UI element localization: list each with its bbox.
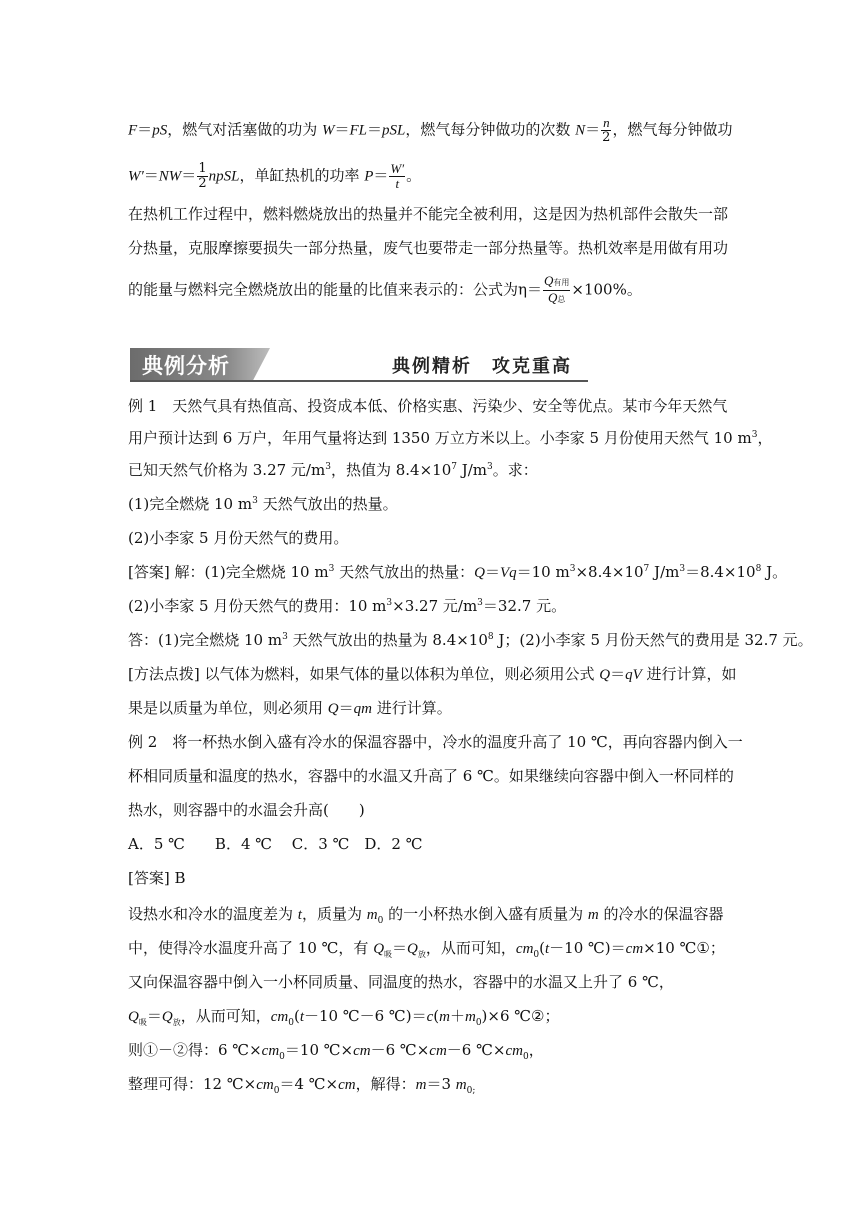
- text: －10 ℃)＝: [549, 939, 626, 957]
- fraction-efficiency: [543, 274, 570, 307]
- text: 设热水和冷水的温度差为: [128, 905, 298, 923]
- text: ，从而可知，: [180, 1007, 271, 1025]
- subscript: 0: [288, 1018, 294, 1028]
- subscript: 放: [417, 950, 426, 959]
- superscript: 7: [451, 462, 457, 472]
- superscript: 3: [325, 462, 331, 472]
- text: 天然气放出的热量：: [334, 563, 475, 581]
- symbol: Vq: [499, 565, 517, 581]
- text: [方法点拨] 以气体为燃料，如果气体的量以体积为单位，则必须用公式: [128, 665, 600, 683]
- text: ＝: [484, 563, 500, 581]
- banner-title: 典例分析: [142, 354, 230, 378]
- subscript: 0: [377, 916, 384, 926]
- text: －6 ℃×: [446, 1041, 506, 1059]
- solution-line: [128, 1040, 544, 1061]
- symbol: qm: [353, 701, 372, 717]
- formula-line-power: [128, 162, 421, 191]
- fraction-denominator: 2: [198, 176, 207, 191]
- example2-answer: [答案] B: [128, 869, 186, 887]
- text: [答案] 解：(1)完全燃烧 10 m: [128, 563, 329, 581]
- text: J/m: [649, 563, 680, 581]
- text: ×3.27 元/m: [392, 597, 478, 615]
- text: 的能量与燃料完全燃烧放出的能量的比值来表示的：公式为η＝: [128, 280, 542, 299]
- symbol-npSL: npSL: [208, 168, 240, 185]
- equals: ＝: [137, 120, 153, 139]
- banner-subtitle: 典例精析 攻克重高: [392, 356, 572, 377]
- symbol: cm: [338, 1077, 356, 1093]
- symbol: Q: [161, 1009, 173, 1025]
- text: (2)小李家 5 月份天然气的费用：10 m: [128, 597, 387, 615]
- text: 的一小杯热水倒入盛有质量为: [383, 905, 588, 923]
- text: 整理可得：12 ℃×: [128, 1075, 257, 1093]
- paragraph-line: 分热量，克服摩擦要损失一部分热量，废气也要带走一部分热量等。热机效率是用做有用功: [128, 239, 729, 257]
- superscript: 3: [386, 598, 393, 608]
- fraction-numerator: [543, 274, 570, 291]
- subscript: 0: [279, 1052, 285, 1062]
- banner-rule: [130, 380, 588, 382]
- example2-line: 例 2 将一杯热水倒入盛有冷水的保温容器中，冷水的温度升高了 10 ℃，再向容器内倒入一: [128, 733, 743, 751]
- text: J；(2)小李家 5 月份天然气的费用是 32.7 元。: [493, 631, 813, 649]
- example1-line: 例 1 天然气具有热值高、投资成本低、价格实惠、污染少、安全等优点。某市今年天然气: [128, 397, 728, 415]
- text: ，解得：: [355, 1075, 416, 1093]
- symbol: t: [297, 907, 302, 923]
- superscript: 8: [487, 632, 494, 642]
- text: 则①－②得：6 ℃×: [128, 1041, 262, 1059]
- text: ，燃气每分钟做功: [612, 120, 733, 139]
- equals: ＝: [373, 166, 389, 185]
- question-1: [128, 494, 398, 514]
- superscript: 7: [643, 564, 650, 574]
- text: ＝10 ℃×: [284, 1041, 354, 1059]
- method-tip-line: [128, 664, 737, 685]
- subscript: 0;: [466, 1086, 476, 1096]
- equals: ＝: [181, 166, 197, 185]
- subscript: 0: [273, 1086, 280, 1096]
- symbol-W: W: [321, 122, 335, 139]
- symbol: Q: [407, 941, 418, 957]
- symbol: m: [415, 1077, 427, 1093]
- text: 用户预计达到 6 万户，年用气量将达到 1350 万立方米以上。小李家 5 月份使用天然气 10 m: [128, 429, 752, 447]
- text: 中，使得冷水温度升高了 10 ℃，有: [128, 939, 374, 957]
- symbol: m: [439, 1009, 450, 1025]
- fraction-numerator: W′: [390, 161, 405, 176]
- symbol: Q: [327, 701, 339, 717]
- superscript: 3: [282, 632, 288, 642]
- text: ＝32.7 元。: [482, 597, 567, 615]
- method-tip-line: [128, 698, 452, 719]
- symbol: cm: [429, 1043, 447, 1059]
- symbol: Q: [474, 565, 485, 581]
- text: 进行计算，如: [641, 665, 737, 683]
- fraction-n-over-2: [601, 116, 611, 145]
- text: ＝10 m: [516, 563, 570, 581]
- text: ，燃气对活塞做的功为: [167, 120, 322, 139]
- text: ，质量为: [301, 905, 367, 923]
- answer-summary: [128, 630, 813, 650]
- fraction-denominator: t: [395, 176, 400, 191]
- symbol-P: P: [364, 168, 374, 185]
- superscript: 3: [328, 564, 335, 574]
- text: ×8.4×10: [575, 563, 644, 581]
- symbol: m: [464, 1009, 476, 1025]
- subscript: 0: [475, 1018, 482, 1028]
- symbol: t: [299, 1009, 304, 1025]
- symbol: Q: [373, 941, 385, 957]
- text: ，燃气每分钟做功的次数: [405, 120, 576, 139]
- subscript: 0: [522, 1052, 529, 1062]
- efficiency-formula-line: [128, 274, 642, 307]
- symbol: cm: [270, 1009, 289, 1025]
- subscript: 0: [533, 950, 540, 960]
- symbol-F: F: [128, 122, 138, 139]
- symbol-N: N: [575, 122, 586, 139]
- formula-line-work: [128, 116, 732, 145]
- subscript: 吸: [138, 1018, 147, 1027]
- superscript: 3: [679, 564, 686, 574]
- text: ，热值为 8.4×10: [330, 461, 452, 479]
- example1-line: [128, 428, 772, 448]
- symbol: cm: [353, 1043, 371, 1059]
- solution-line: 又向保温容器中倒入一小杯同质量、同温度的热水，容器中的水温又上升了 6 ℃，: [128, 973, 674, 991]
- text: ，: [757, 429, 773, 447]
- symbol: m: [455, 1077, 467, 1093]
- symbol: m: [366, 907, 378, 923]
- answer-line-2: [128, 596, 566, 616]
- text: ，单缸热机的功率: [239, 166, 365, 185]
- subscript: 总: [557, 295, 566, 304]
- symbol: c: [426, 1009, 434, 1025]
- superscript: 3: [751, 430, 758, 440]
- text: J/m: [456, 461, 488, 479]
- text: ×100%。: [571, 280, 642, 299]
- example1-line: [128, 460, 538, 480]
- example2-line: 杯相同质量和温度的热水，容器中的水温又升高了 6 ℃。如果继续向容器中倒入一杯同样的: [128, 767, 734, 785]
- subscript: 有用: [553, 278, 570, 287]
- solution-line: [128, 904, 723, 925]
- text: ＝: [392, 939, 408, 957]
- text: 答：(1)完全燃烧 10 m: [128, 631, 283, 649]
- subscript: 放: [172, 1018, 181, 1027]
- text: (: [433, 1007, 440, 1025]
- symbol: cm: [625, 941, 644, 957]
- superscript: 3: [252, 496, 258, 506]
- fraction-numerator: n: [603, 115, 610, 130]
- symbol: cm: [515, 941, 534, 957]
- superscript: 3: [569, 564, 576, 574]
- text: 天然气放出的热量。: [257, 495, 398, 513]
- symbol: cm: [256, 1077, 274, 1093]
- text: 。求：: [492, 461, 538, 479]
- symbol: t: [545, 941, 550, 957]
- text: 进行计算。: [371, 699, 452, 717]
- symbol: Q: [599, 667, 611, 683]
- equals: ＝: [143, 166, 159, 185]
- symbol-NW: NW: [158, 168, 182, 185]
- symbol: m: [587, 907, 599, 923]
- text: 天然气放出的热量为 8.4×10: [287, 631, 488, 649]
- symbol: Q: [128, 1009, 139, 1025]
- text: 。: [406, 166, 422, 185]
- text: 果是以质量为单位，则必须用: [128, 699, 328, 717]
- symbol-W-prime: W′: [128, 168, 144, 185]
- text: )×6 ℃②；: [481, 1007, 560, 1025]
- superscript: 3: [477, 598, 483, 608]
- equals: ＝: [585, 120, 601, 139]
- text: －6 ℃×: [370, 1041, 430, 1059]
- text: －10 ℃－6 ℃)＝: [303, 1007, 427, 1025]
- text: ＝: [610, 665, 626, 683]
- text: ＝3: [426, 1075, 456, 1093]
- solution-line: [128, 1074, 475, 1095]
- text: 的冷水的保温容器: [598, 905, 724, 923]
- text: ＝: [146, 1007, 162, 1025]
- text: (: [293, 1007, 300, 1025]
- text: ＋: [449, 1007, 465, 1025]
- symbol: cm: [261, 1043, 280, 1059]
- example2-line: 热水，则容器中的水温会升高( ): [128, 801, 365, 819]
- text: (1)完全燃烧 10 m: [128, 495, 253, 513]
- text: J。: [761, 563, 788, 581]
- section-banner: [130, 348, 588, 382]
- text: 已知天然气价格为 3.27 元/m: [128, 461, 326, 479]
- text: ＝8.4×10: [685, 563, 756, 581]
- solution-line: [128, 938, 725, 959]
- equals: ＝: [367, 120, 383, 139]
- fraction-w-over-t: [389, 162, 405, 191]
- paragraph-line: 在热机工作过程中，燃料燃烧放出的热量并不能完全被利用，这是因为热机部件会散失一部: [128, 205, 729, 223]
- superscript: 3: [487, 462, 493, 472]
- text: ＝4 ℃×: [279, 1075, 339, 1093]
- symbol-pS: pS: [152, 122, 168, 139]
- symbol-FL: FL: [349, 122, 367, 139]
- equals: ＝: [334, 120, 350, 139]
- symbol: qV: [625, 667, 642, 683]
- superscript: 8: [755, 564, 762, 574]
- symbol-pSL: pSL: [382, 122, 406, 139]
- fraction-denominator: [543, 291, 570, 307]
- fraction-denominator: 2: [602, 130, 611, 145]
- symbol-Q: Q: [548, 290, 558, 305]
- question-2: (2)小李家 5 月份天然气的费用。: [128, 529, 349, 547]
- fraction-1-over-2: [197, 162, 207, 191]
- text: ，: [528, 1041, 544, 1059]
- text: ，从而可知，: [425, 939, 516, 957]
- subscript: 吸: [384, 950, 393, 959]
- text: ＝: [338, 699, 354, 717]
- symbol-Q: Q: [544, 273, 554, 288]
- solution-line: [128, 1006, 560, 1027]
- text: ×10 ℃①；: [643, 939, 725, 957]
- fraction-numerator: 1: [198, 161, 207, 176]
- answer-line-1: [128, 562, 787, 583]
- symbol: cm: [505, 1043, 523, 1059]
- example2-options: A．5 ℃ B．4 ℃ C．3 ℃ D．2 ℃: [128, 835, 423, 853]
- text: (: [539, 939, 545, 957]
